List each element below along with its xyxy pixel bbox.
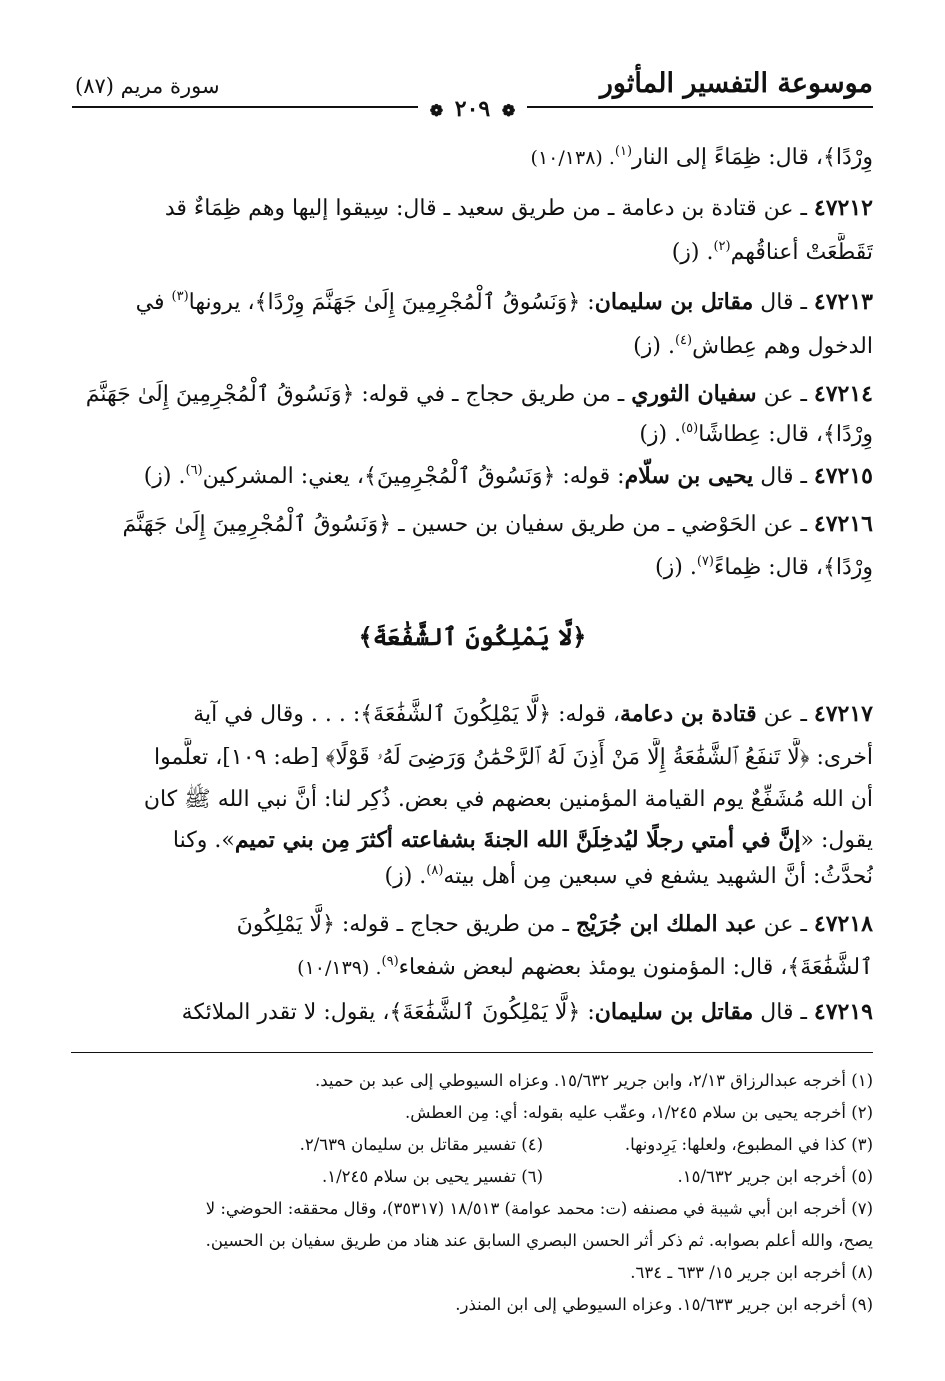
- line-text: نُحدَّثُ: أنَّ الشهيد يشفع في سبعين مِن أهل بيته: [443, 864, 873, 889]
- footnote-text: يصح، والله أعلم بصوابه. ثم ذكر أثر الحسن البصري السابق عند هناد من طريق سفيان بن الحسين.: [205, 1231, 873, 1250]
- line-text: ـ عن قتادة بن دعامة ـ من طريق سعيد ـ قال: سِيقوا إليها وهم ظِمَاءٌ قد: [164, 196, 814, 221]
- line-text: الدخول وهم عِطاش: [692, 334, 873, 359]
- footnote: [72, 1194, 873, 1224]
- narrator-name: مقاتل بن سليمان: [594, 289, 754, 315]
- line-text: وِرْدًا﴾، قال: ظِماءً: [713, 555, 873, 580]
- text-line: [72, 138, 873, 178]
- book-title: موسوعة التفسير المأثور: [599, 68, 873, 99]
- line-text: . (ز): [671, 240, 714, 265]
- athar-number: ٤٧٢١٧: [813, 701, 873, 727]
- line-text: أن الله مُشَفِّعٌ يوم القيامة المؤمنين بعضهم في بعض. ذُكِر لنا: أنَّ نبي الله ﷺ كان: [143, 787, 873, 812]
- line-text: ـ من طريق حجاج ـ في قوله: ﴿وَنَسُوقُ ٱلْمُجْرِمِينَ إِلَىٰ جَهَنَّمَ: [85, 382, 632, 407]
- athar-entry: [72, 188, 873, 228]
- footnote-ref: (١): [614, 144, 633, 159]
- narrator-name: قتادة بن دعامة: [620, 701, 757, 727]
- ornament-right-icon: ❁: [501, 101, 516, 120]
- text-line: [72, 415, 873, 455]
- athar-entry: [72, 374, 873, 414]
- athar-number: ٤٧٢١٤: [813, 381, 873, 407]
- footnote-text: (٩) أخرجه ابن جرير ١٥/٦٣٣. وعزاه السيوطي إلى ابن المنذر.: [455, 1295, 873, 1314]
- footnote-text: (٢) أخرجه يحيى بن سلام ١/٢٤٥، وعقّب عليه بقوله: أي: مِن العطش.: [405, 1103, 873, 1122]
- line-text: ـ عن: [756, 702, 814, 727]
- text-line: [72, 857, 873, 897]
- line-text: وِرْدًا﴾، قال: ظِمَاءً إلى النار: [632, 145, 873, 170]
- footnote: [72, 1226, 873, 1256]
- athar-entry: [72, 992, 873, 1032]
- line-text: ـ قال: [753, 1000, 814, 1025]
- line-text: وِرْدًا﴾، قال: عِطاشًا: [698, 422, 873, 447]
- line-text: ـ عن: [756, 382, 814, 407]
- line-text: . (ز): [655, 555, 697, 580]
- footnote: [72, 1258, 873, 1288]
- footnote: [72, 1162, 873, 1192]
- page-number: [418, 96, 528, 122]
- footnote-text: (٧) أخرجه ابن أبي شيبة في مصنفه (ت: محمد عوامة) ١٨/٥١٣ (٣٥٣١٧)، وقال محققه: الحوضي: لا: [205, 1199, 873, 1218]
- footnote-text: (٦) تفسير يحيى بن سلام ١/٢٤٥.: [322, 1167, 543, 1186]
- line-text: . (ز): [633, 334, 675, 359]
- line-text: ٱلشَّفَٰعَةَ﴾، قال: المؤمنون يومئذ بعضهم لبعض شفعاء: [398, 955, 873, 980]
- footnote-text: (٤) تفسير مقاتل بن سليمان ٢/٦٣٩.: [299, 1135, 543, 1154]
- footnote: [72, 1066, 873, 1096]
- text-line: [72, 948, 873, 988]
- footnote-ref: (٨): [426, 863, 444, 878]
- line-text: ـ عن الحَوْضي ـ من طريق سفيان بن حسين ـ ﴿وَنَسُوقُ ٱلْمُجْرِمِينَ إِلَىٰ جَهَنَّمَ: [122, 512, 814, 537]
- surah-title: سورة مريم (٨٧): [75, 74, 220, 98]
- line-text: ». وكنا: [172, 828, 235, 853]
- text-line: [72, 738, 873, 778]
- section-heading: ﴿لَّا يَمْلِكُونَ ٱلشَّفَٰعَةَ﴾: [358, 622, 587, 651]
- footnote: [72, 1098, 873, 1128]
- athar-number: ٤٧٢١٣: [813, 289, 873, 315]
- athar-number: ٤٧٢١٦: [813, 511, 873, 537]
- footnote-text: (٨) أخرجه ابن جرير ١٥/ ٦٣٣ ـ ٦٣٤.: [630, 1263, 873, 1282]
- volume-citation: . (١٠/١٣٨): [530, 147, 615, 169]
- footnote-rule: [71, 1052, 873, 1053]
- athar-entry: [72, 694, 873, 734]
- footnote-text: (٣) كذا في المطبوع، ولعلها: يَرِدونها.: [624, 1135, 873, 1154]
- footnote-ref: (٦): [185, 463, 203, 478]
- page-number-text: ٢٠٩: [454, 96, 491, 122]
- footnote-text: (٥) أخرجه ابن جرير ١٥/٦٣٢.: [677, 1167, 873, 1186]
- line-text: : ﴿لَّا يَمْلِكُونَ ٱلشَّفَٰعَةَ﴾، يقول: لا تقدر الملائكة: [181, 1000, 595, 1025]
- athar-number: ٤٧٢١٩: [813, 999, 873, 1025]
- athar-number: ٤٧٢١٥: [813, 463, 873, 489]
- athar-number: ٤٧٢١٢: [813, 195, 873, 221]
- line-text: : قوله: ﴿وَنَسُوقُ ٱلْمُجْرِمِينَ﴾، يعني: المشركين: [202, 464, 625, 489]
- line-text: أخرى: ﴿لَّا تَنفَعُ ٱلشَّفَٰعَةُ إِلَّا مَنْ أَذِنَ لَهُ ٱلرَّحْمَٰنُ وَرَضِىَ لَهُۥ قَوْلًا﴾ [طه: ١٠٩]، تعلَّموا: [154, 745, 873, 770]
- line-text: . (ز): [384, 864, 427, 889]
- footnote-text: (١) أخرجه عبدالرزاق ٢/١٣، وابن جرير ١٥/٦٣٢. وعزاه السيوطي إلى عبد بن حميد.: [315, 1071, 873, 1090]
- narrator-name: يحيى بن سلّام: [624, 463, 754, 489]
- page-number-wrap: [0, 96, 945, 122]
- line-text: . (ز): [639, 422, 682, 447]
- line-text: ـ قال: [753, 290, 814, 315]
- footnote-ref: (٥): [681, 421, 699, 436]
- text-line: [72, 548, 873, 588]
- athar-entry: [72, 282, 873, 322]
- line-text: يقول: «: [800, 828, 873, 853]
- narrator-name: عبد الملك ابن جُرَيْج: [575, 911, 757, 937]
- athar-entry: [72, 904, 873, 944]
- footnote-ref: (٣): [171, 289, 189, 304]
- footnote: [72, 1130, 873, 1160]
- text-line: [72, 780, 873, 820]
- text-line: [72, 327, 873, 367]
- footnote-ref: (٧): [696, 554, 714, 569]
- athar-entry: [72, 456, 873, 496]
- hadith-text: إنَّ في أمتي رجلًا ليُدخِلَنَّ الله الجنةَ بشفاعته أكثرَ مِن بني تميم: [234, 827, 801, 853]
- line-text: : ﴿وَنَسُوقُ ٱلْمُجْرِمِينَ إِلَىٰ جَهَنَّمَ وِرْدًا﴾، يرونها: [188, 290, 595, 315]
- narrator-name: سفيان الثوري: [631, 381, 757, 407]
- line-text: . (ز): [143, 464, 186, 489]
- narrator-name: مقاتل بن سليمان: [594, 999, 754, 1025]
- ornament-left-icon: ❁: [429, 101, 444, 120]
- line-text: ـ عن: [756, 912, 814, 937]
- line-text: ، قوله: ﴿لَّا يَمْلِكُونَ ٱلشَّفَٰعَةَ﴾: . . . وقال في آية: [193, 702, 621, 727]
- footnote-ref: (٢): [713, 239, 731, 254]
- athar-number: ٤٧٢١٨: [813, 911, 873, 937]
- athar-entry: [72, 504, 873, 544]
- volume-citation: . (١٠/١٣٩): [297, 957, 382, 979]
- line-text: ـ من طريق حجاج ـ قوله: ﴿لَّا يَمْلِكُونَ: [236, 912, 576, 937]
- text-line: [72, 820, 873, 860]
- line-text: تَقَطَّعَتْ أعناقُهم: [730, 240, 873, 265]
- text-line: [72, 233, 873, 273]
- footnote: [72, 1290, 873, 1320]
- line-text: في: [135, 290, 172, 315]
- line-text: ـ قال: [753, 464, 814, 489]
- footnote-ref: (٤): [674, 333, 693, 348]
- footnote-ref: (٩): [381, 954, 399, 969]
